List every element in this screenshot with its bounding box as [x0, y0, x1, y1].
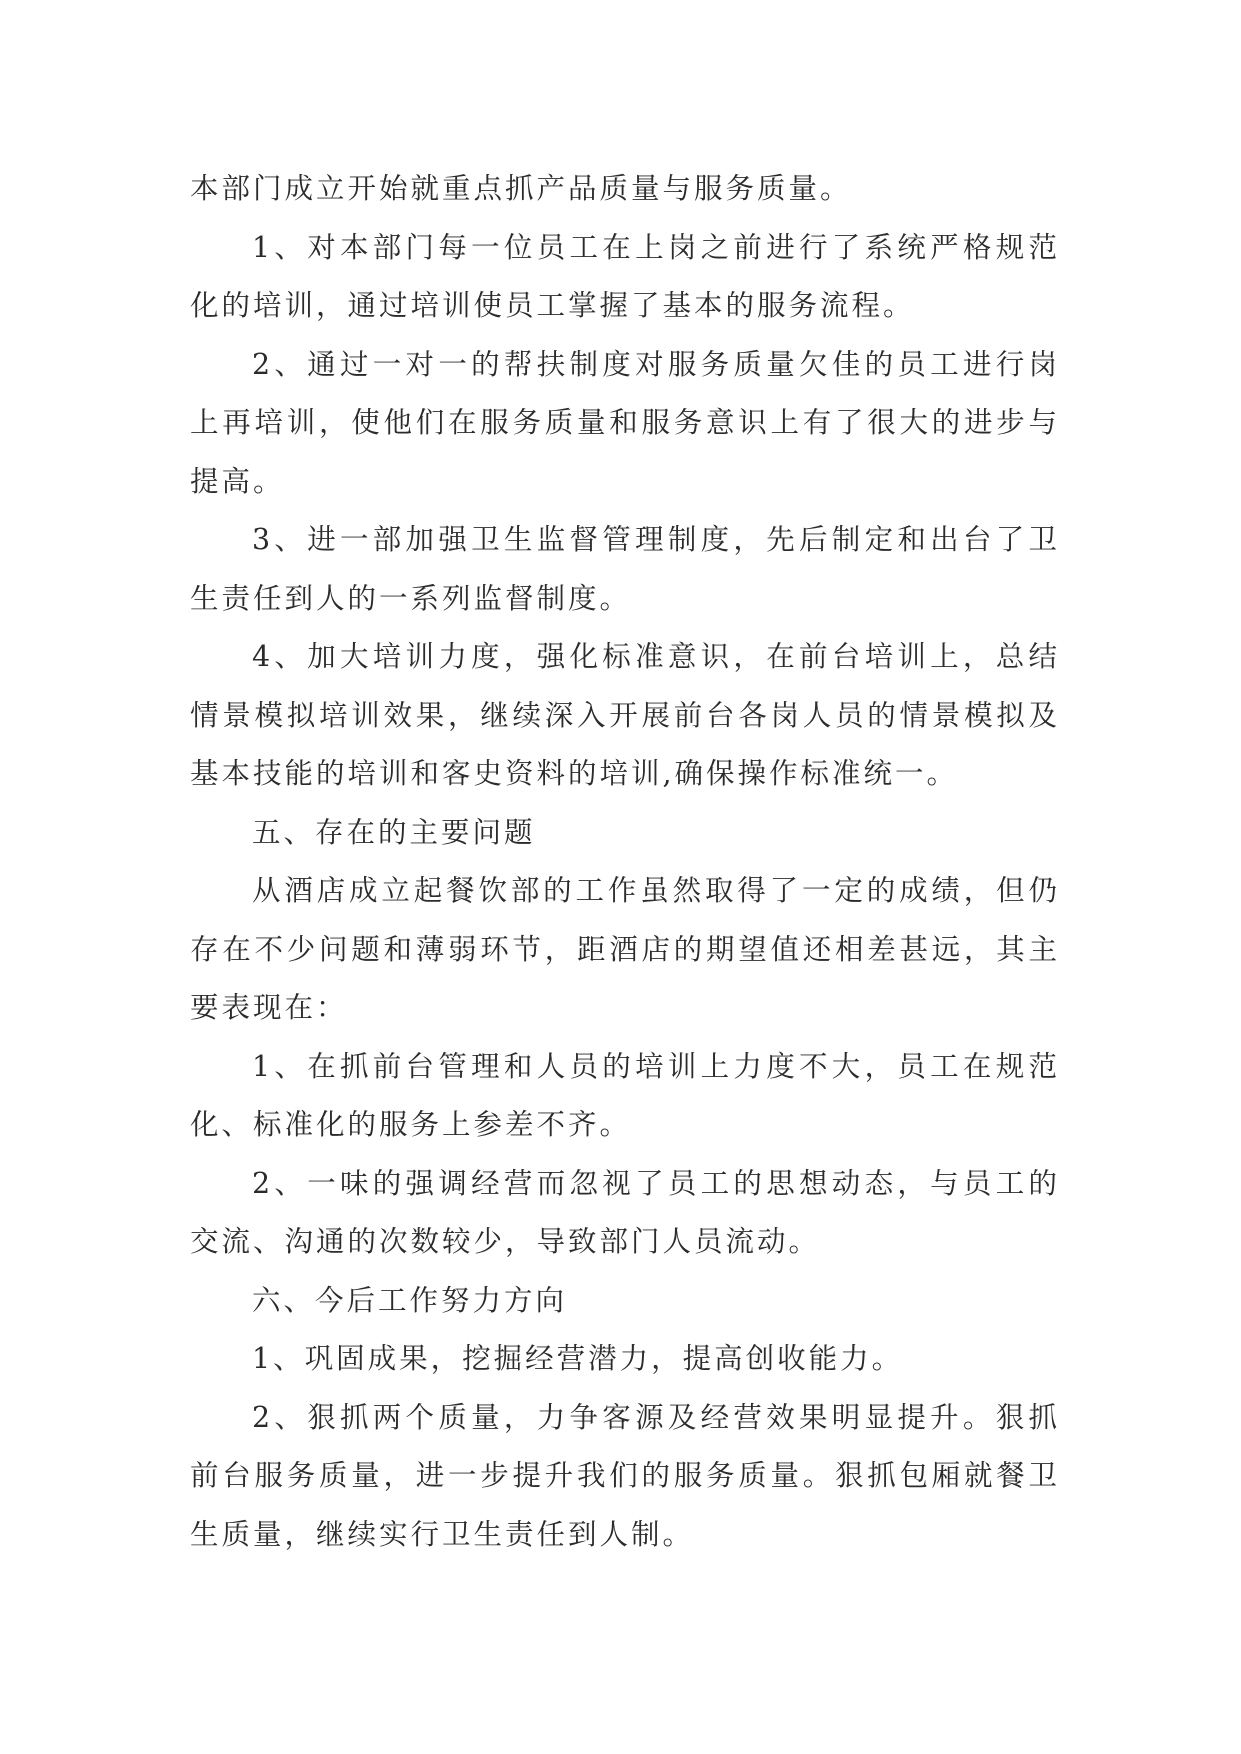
paragraph-item-4-standards: 4、加大培训力度，强化标准意识，在前台培训上，总结情景模拟培训效果，继续深入开展前台各岗人员的情景模拟及基本技能的培训和客史资料的培训,确保操作标准统一。 — [190, 640, 1060, 790]
paragraph-item-3-hygiene: 3、进一部加强卫生监督管理制度，先后制定和出台了卫生责任到人的一系列监督制度。 — [190, 523, 1060, 615]
paragraph-future-2: 2、狠抓两个质量，力争客源及经营效果明显提升。狠抓前台服务质量，进一步提升我们的服务质量。狠抓包厢就餐卫生质量，继续实行卫生责任到人制。 — [190, 1400, 1060, 1551]
paragraph-problem-1: 1、在抓前台管理和人员的培训上力度不大，员工在规范化、标准化的服务上参差不齐。 — [190, 1049, 1060, 1141]
paragraph-problems-intro: 从酒店成立起餐饮部的工作虽然取得了一定的成绩，但仍存在不少问题和薄弱环节，距酒店的期望值还相差甚远，其主要表现在： — [190, 874, 1060, 1024]
paragraph-future-1: 1、巩固成果，挖掘经营潜力，提高创收能力。 — [252, 1342, 904, 1375]
paragraph-problem-2: 2、一味的强调经营而忽视了员工的思想动态，与员工的交流、沟通的次数较少，导致部门人员流动。 — [190, 1166, 1060, 1258]
section-heading-future: 六、今后工作努力方向 — [252, 1283, 568, 1317]
section-heading-problems: 五、存在的主要问题 — [252, 815, 536, 849]
document-body — [190, 160, 1060, 1564]
paragraph-intro: 本部门成立开始就重点抓产品质量与服务质量。 — [190, 172, 852, 205]
paragraph-item-2-mentoring: 2、通过一对一的帮扶制度对服务质量欠佳的员工进行岗上再培训，使他们在服务质量和服务意识上有了很大的进步与提高。 — [190, 347, 1060, 498]
paragraph-item-1-training: 1、对本部门每一位员工在上岗之前进行了系统严格规范化的培训，通过培训使员工掌握了基本的服务流程。 — [190, 230, 1060, 322]
